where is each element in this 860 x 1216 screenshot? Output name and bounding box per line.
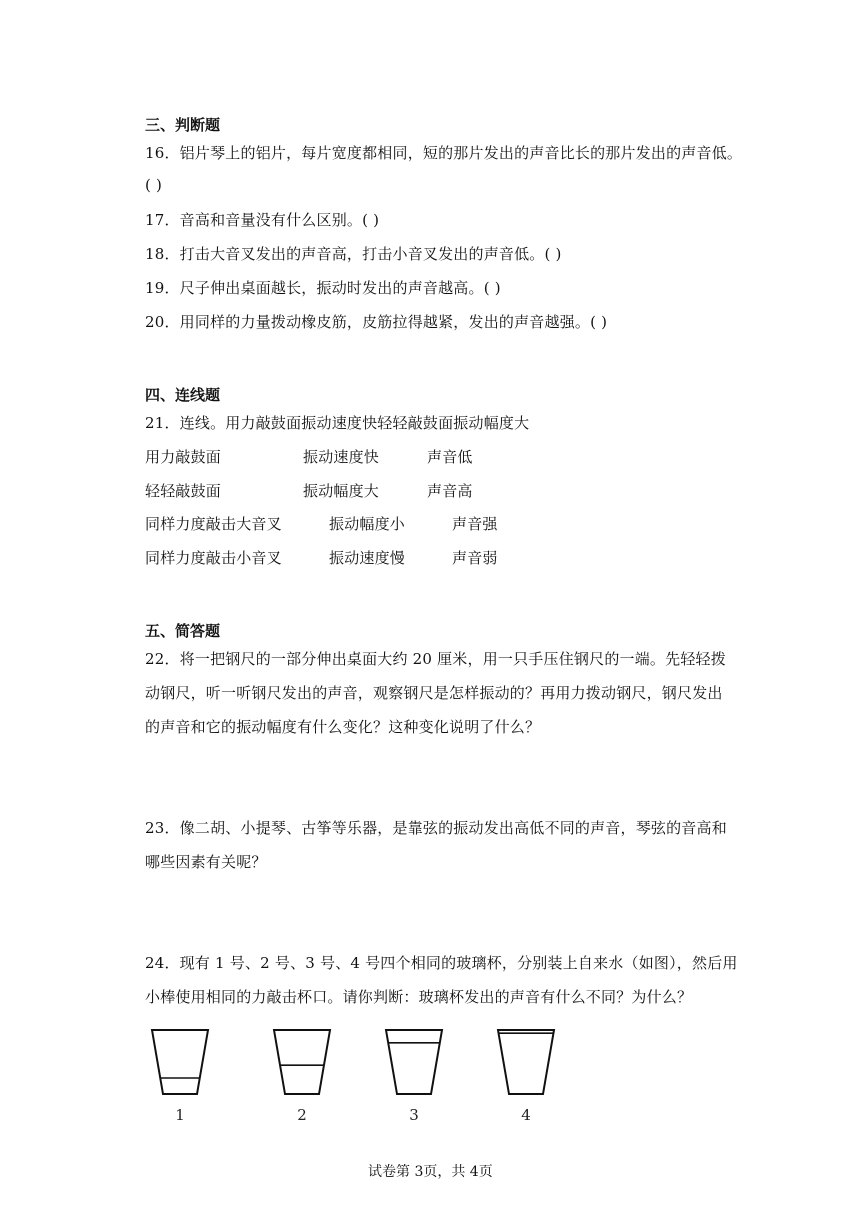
glass-cups-figure — [150, 1026, 570, 1126]
match-row-4-sound: 声音弱 — [452, 549, 498, 567]
question-22-line1: 22．将一把钢尺的一部分伸出桌面大约 20 厘米，用一只手压住钢尺的一端。先轻轻拨 — [145, 650, 726, 668]
question-16-line1: 16．铝片琴上的铝片，每片宽度都相同，短的那片发出的声音比长的那片发出的声音低。 — [145, 144, 743, 162]
cup-label: 4 — [521, 1106, 531, 1124]
cup-outline — [274, 1030, 330, 1094]
match-row-2-vibration: 振动幅度大 — [303, 482, 380, 500]
cup-label: 2 — [297, 1106, 307, 1124]
match-row-4-vibration: 振动速度慢 — [329, 549, 406, 567]
section-heading-judgment: 三、判断题 — [145, 116, 221, 134]
question-19: 19．尺子伸出桌面越长，振动时发出的声音越高。( ) — [145, 279, 501, 297]
match-row-2-action: 轻轻敲鼓面 — [145, 482, 222, 500]
cup-label: 1 — [175, 1106, 185, 1124]
question-20: 20．用同样的力量拨动橡皮筋，皮筋拉得越紧，发出的声音越强。( ) — [145, 313, 608, 331]
section-heading-short-answer: 五、简答题 — [145, 622, 221, 640]
question-21: 21．连线。用力敲鼓面振动速度快轻轻敲鼓面振动幅度大 — [145, 414, 530, 432]
match-row-3-sound: 声音强 — [452, 515, 498, 533]
question-16-answer-paren: ( ) — [145, 176, 163, 194]
question-17: 17．音高和音量没有什么区别。( ) — [145, 211, 380, 229]
match-row-4-action: 同样力度敲击小音叉 — [145, 549, 282, 567]
glass-cup-1 — [152, 1030, 208, 1124]
match-row-2-sound: 声音高 — [427, 482, 473, 500]
match-row-1-vibration: 振动速度快 — [303, 448, 380, 466]
question-24-line2: 小棒使用相同的力敲击杯口。请你判断：玻璃杯发出的声音有什么不同？为什么？ — [145, 988, 693, 1006]
section-heading-matching: 四、连线题 — [145, 386, 221, 404]
cup-outline — [386, 1030, 442, 1094]
question-22-line2: 动钢尺，听一听钢尺发出的声音，观察钢尺是怎样振动的？再用力拨动钢尺，钢尺发出 — [145, 684, 723, 702]
cup-label: 3 — [409, 1106, 419, 1124]
question-22-line3: 的声音和它的振动幅度有什么变化？这种变化说明了什么？ — [145, 718, 541, 736]
match-row-3-vibration: 振动幅度小 — [329, 515, 406, 533]
cup-outline — [152, 1030, 208, 1094]
glass-cup-3 — [386, 1030, 442, 1124]
glass-cup-4 — [498, 1030, 554, 1124]
match-row-1-action: 用力敲鼓面 — [145, 448, 222, 466]
match-row-3-action: 同样力度敲击大音叉 — [145, 515, 282, 533]
question-23-line1: 23．像二胡、小提琴、古筝等乐器，是靠弦的振动发出高低不同的声音，琴弦的音高和 — [145, 819, 727, 837]
glass-cup-2 — [274, 1030, 330, 1124]
question-24-line1: 24．现有 1 号、2 号、3 号、4 号四个相同的玻璃杯，分别装上自来水（如图），然后用 — [145, 954, 738, 972]
match-row-1-sound: 声音低 — [427, 448, 473, 466]
cup-outline — [498, 1030, 554, 1094]
question-23-line2: 哪些因素有关呢？ — [145, 853, 267, 871]
page-footer: 试卷第 3页，共 4页 — [368, 1164, 493, 1180]
question-18: 18．打击大音叉发出的声音高，打击小音叉发出的声音低。( ) — [145, 245, 562, 263]
